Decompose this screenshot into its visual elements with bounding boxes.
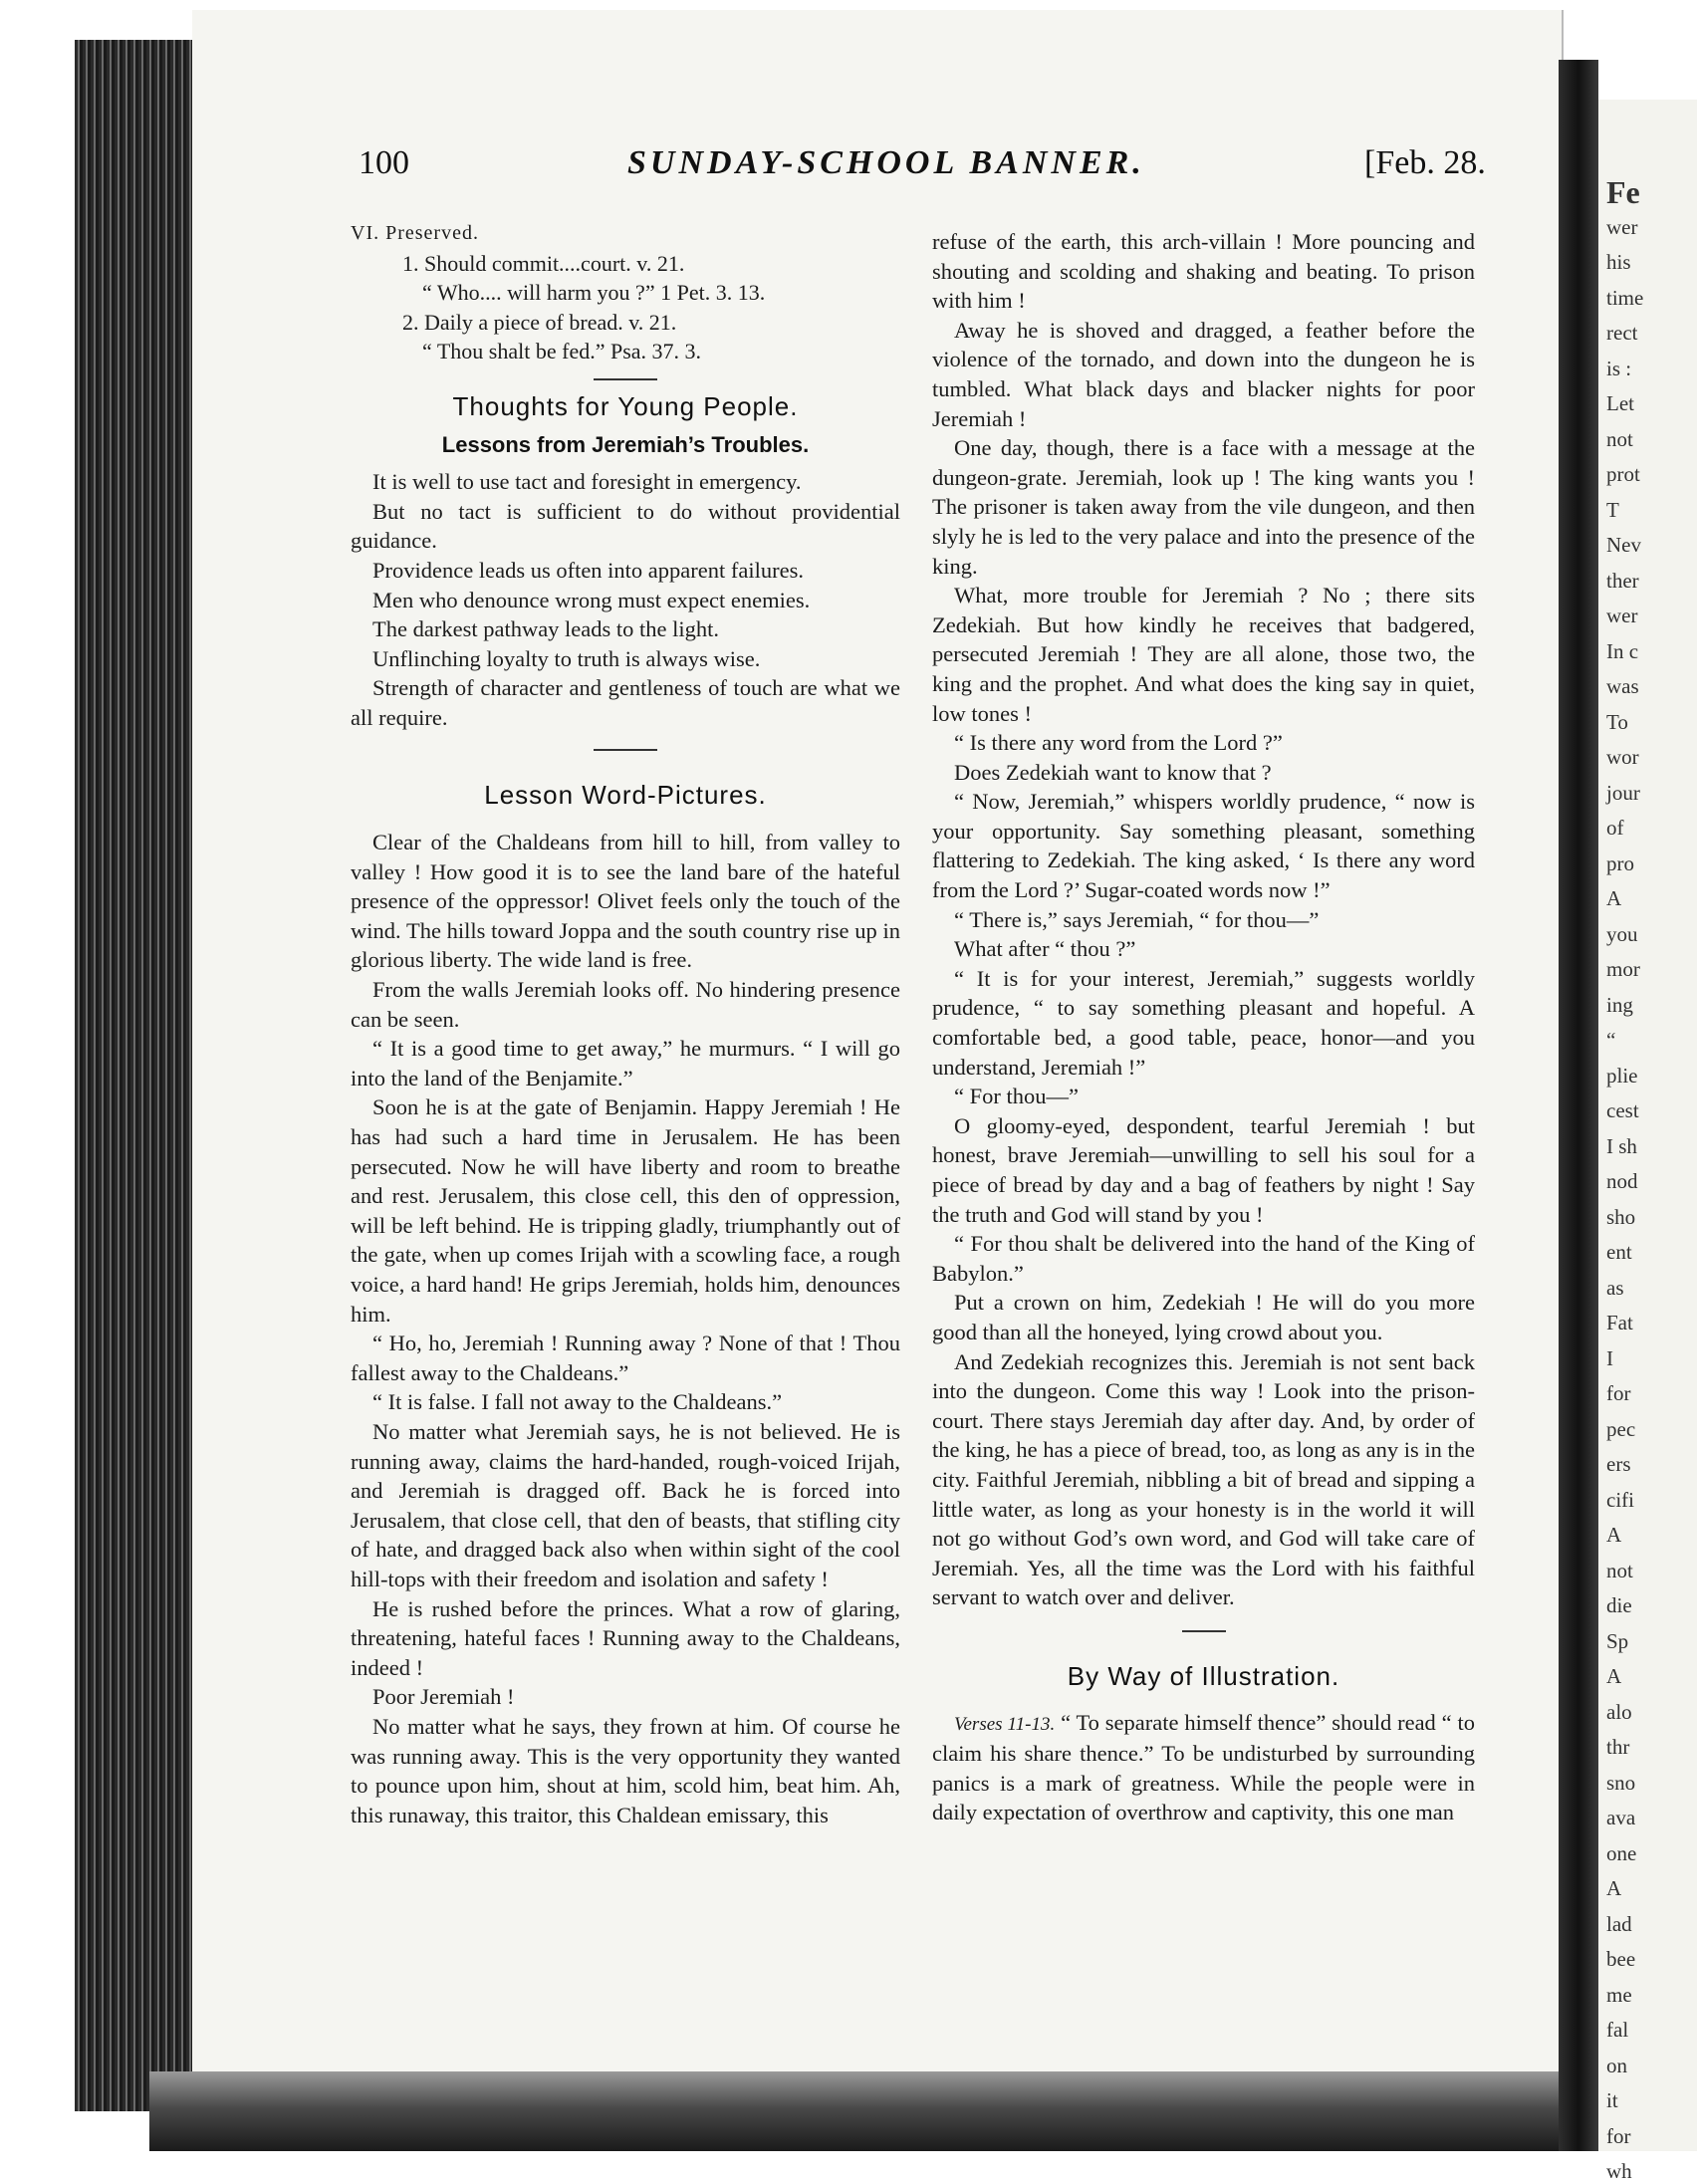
next-page-text-fragment: alo xyxy=(1606,1699,1632,1724)
next-page-text-fragment: pec xyxy=(1606,1416,1636,1441)
next-page-text-fragment: ers xyxy=(1606,1452,1631,1476)
next-page-text-fragment: wh xyxy=(1606,2159,1632,2183)
thought-line: Unflinching loyalty to truth is always wise. xyxy=(372,645,761,671)
next-page-text-fragment: ther xyxy=(1606,568,1639,593)
scan-margin xyxy=(0,0,75,2151)
thought-line: The darkest pathway leads to the light. xyxy=(372,616,720,642)
next-page-text-fragment: Fe xyxy=(1606,174,1640,210)
paragraph: “ There is,” says Jeremiah, “ for thou—” xyxy=(954,906,1320,932)
next-page-text-fragment: Nev xyxy=(1606,533,1641,557)
next-page-text-fragment: as xyxy=(1606,1275,1624,1300)
next-page-text-fragment: die xyxy=(1606,1593,1632,1617)
thought-line: It is well to use tact and foresight in emergency. xyxy=(372,469,802,495)
next-page-text-fragment: for xyxy=(1606,1381,1631,1405)
next-page-text-fragment: for xyxy=(1606,2123,1631,2148)
illustration-text: “ To separate himself thence” should read “ to claim his share thence.” To be undisturbed by surrounding panics is a mark of greatness. While the people were in daily expectation of overthrow and captivity, this one man xyxy=(932,1709,1475,1825)
next-page-text-fragment: nod xyxy=(1606,1169,1638,1193)
next-page-text-fragment: bee xyxy=(1606,1947,1636,1971)
next-page-text-fragment: Fat xyxy=(1606,1311,1633,1335)
next-page-text-fragment: lad xyxy=(1606,1911,1632,1936)
next-page-text-fragment: “ xyxy=(1606,1028,1616,1052)
next-page-text-fragment: Let xyxy=(1606,391,1634,415)
paragraph: From the walls Jeremiah looks off. No hindering presence can be seen. xyxy=(351,977,900,1032)
next-page-text-fragment: is : xyxy=(1606,356,1632,380)
next-page-text-fragment: thr xyxy=(1606,1735,1630,1759)
paragraph: No matter what he says, they frown at him. Of course he was running away. This is the very opportunity they wanted to pounce upon him, shout at him, scold him, beat him. Ah, this runaway, this traitor, this Chaldean emissary, this xyxy=(351,1713,900,1827)
publication-title: SUNDAY-SCHOOL BANNER. xyxy=(627,144,1145,181)
next-page-text-fragment: plie xyxy=(1606,1063,1638,1088)
paragraph: No matter what Jeremiah says, he is not believed. He is running away, claims the hard-handed, rough-voiced Irijah, and Jeremiah is dragged off. Back he is forced into Jerusalem, that close cell, that den of beasts, that stifling city of hate, and dragged back also when within sight of the cool hill-tops with their freedom and isolation and safety ! xyxy=(351,1418,900,1591)
next-page-text-fragment: one xyxy=(1606,1840,1637,1865)
next-page-text-fragment: sno xyxy=(1606,1770,1636,1795)
paragraph: Soon he is at the gate of Benjamin. Happy Jeremiah ! He has had such a hard time in Jerusalem. He has been persecuted. Now he will have liberty and room to breathe and rest. Jerusalem, this close cell, this den of oppression, will be left behind. He is tripping gladly, triumphantly out of the gate, when up comes Irijah with a scowling face, a rough voice, a hard hand! He grips Jeremiah, holds him, denounces him. xyxy=(351,1094,900,1327)
right-column xyxy=(932,227,1475,1827)
thoughts-subtitle: Lessons from Jeremiah’s Troubles. xyxy=(441,431,810,457)
next-page-text-fragment: ing xyxy=(1606,992,1633,1017)
next-page-text-fragment: wer xyxy=(1606,604,1638,627)
paragraph: One day, though, there is a face with a message at the dungeon-grate. Jeremiah, look up ! The king wants you ! The prisoner is taken away from the vile dungeon, and then slyly he is led to the very palace and into the presence of the king. xyxy=(932,435,1475,579)
word-pictures-title: Lesson Word-Pictures. xyxy=(484,779,767,810)
next-page-text-fragment: was xyxy=(1606,674,1639,698)
next-page-text-fragment: wer xyxy=(1606,214,1638,239)
next-page-text-fragment: sho xyxy=(1606,1204,1636,1229)
thought-line: Providence leads us often into apparent failures. xyxy=(372,557,804,583)
next-page-text-fragment: wor xyxy=(1606,745,1639,769)
paragraph: “ It is a good time to get away,” he murmurs. “ I will go into the land of the Benjamite.” xyxy=(351,1036,900,1091)
next-page-text-fragment: A xyxy=(1606,886,1622,910)
page-number: 100 xyxy=(359,144,409,181)
paragraph: Away he is shoved and dragged, a feather before the violence of the tornado, and down into the dungeon he is tumbled. What black days and blacker nights for poor Jeremiah ! xyxy=(932,317,1475,431)
next-page-text-fragment: not xyxy=(1606,1558,1633,1582)
next-page-text-fragment: prot xyxy=(1606,462,1640,486)
next-page-text-fragment: A xyxy=(1606,1664,1622,1688)
next-page-text-fragment: me xyxy=(1606,1982,1632,2007)
next-page-text-fragment: I xyxy=(1606,1345,1613,1370)
next-page-text-fragment: mor xyxy=(1606,957,1640,981)
outline-quote: “ Who.... will harm you ?” 1 Pet. 3. 13. xyxy=(422,280,766,306)
next-page-text-fragment: rect xyxy=(1606,321,1638,345)
next-page-text-fragment: pro xyxy=(1606,850,1634,875)
paragraph: Clear of the Chaldeans from hill to hill, from valley to valley ! How good it is to see the land bare of the hateful presence of the oppressor! Olivet feels only the touch of the wind. The hills toward Joppa and the south country rise up in glorious liberty. The wide land is free. xyxy=(351,830,900,973)
thought-line: Men who denounce wrong must expect enemies. xyxy=(372,587,811,612)
next-page-text-fragment: jour xyxy=(1606,780,1640,805)
next-page-text-fragment: cest xyxy=(1606,1098,1639,1122)
book-spine xyxy=(1559,60,1598,2151)
divider xyxy=(594,378,657,380)
divider xyxy=(1182,1630,1226,1632)
next-page-text-fragment: fal xyxy=(1606,2018,1629,2042)
next-page-text-fragment: of xyxy=(1606,816,1624,840)
next-page-text-fragment: I sh xyxy=(1606,1133,1637,1158)
paragraph: O gloomy-eyed, despondent, tearful Jeremiah ! but honest, brave Jeremiah—unwilling to sell his soul for a piece of bread by day and a bag of feathers by night ! Say the truth and God will stand by you ! xyxy=(932,1112,1475,1227)
next-page-text-fragment: it xyxy=(1606,2088,1618,2112)
verse-label: Verses 11-13. xyxy=(954,1713,1056,1735)
outline-quote: “ Thou shalt be fed.” Psa. 37. 3. xyxy=(422,339,702,364)
outline-item: 1. Should commit....court. v. 21. xyxy=(402,250,685,276)
outline-item: 2. Daily a piece of bread. v. 21. xyxy=(402,309,677,335)
divider xyxy=(594,749,657,751)
next-page-text-fragment: not xyxy=(1606,426,1633,451)
paragraph: What, more trouble for Jeremiah ? No ; there sits Zedekiah. But how kindly he receives that badgered, persecuted Jeremiah ! They are all alone, those two, the king and the prophet. And what does the king say in quiet, low tones ! xyxy=(932,583,1475,726)
thought-line: Strength of character and gentleness of touch are what we all require. xyxy=(351,675,900,730)
illustration-title: By Way of Illustration. xyxy=(1067,1660,1340,1691)
paragraph: “ It is false. I fall not away to the Chaldeans.” xyxy=(372,1389,783,1415)
paragraph: What after “ thou ?” xyxy=(954,936,1136,962)
paragraph: “ For thou shalt be delivered into the hand of the King of Babylon.” xyxy=(932,1231,1475,1286)
paragraph: Poor Jeremiah ! xyxy=(372,1684,515,1710)
next-page-text-fragment: To xyxy=(1606,709,1628,734)
paragraph: “ It is for your interest, Jeremiah,” suggests worldly prudence, “ to say something pleasant and hopeful. A comfortable bed, a good table, peace, honor—and you understand, Jeremiah !” xyxy=(932,965,1475,1080)
left-column xyxy=(351,219,900,1829)
next-page-text-fragment: you xyxy=(1606,921,1638,946)
paragraph: “ Is there any word from the Lord ?” xyxy=(954,730,1283,756)
paragraph xyxy=(932,1708,1475,1827)
paragraph: refuse of the earth, this arch-villain ! More pouncing and shouting and scolding and shaking and beating. To prison with him ! xyxy=(932,229,1475,314)
next-page-text-fragment: his xyxy=(1606,250,1631,274)
paragraph: He is rushed before the princes. What a row of glaring, threatening, hateful faces ! Running away to the Chaldeans, indeed ! xyxy=(351,1595,900,1680)
next-page-text-fragment: A xyxy=(1606,1523,1622,1547)
next-page-text-fragment: A xyxy=(1606,1876,1622,1900)
next-page-text-fragment: ent xyxy=(1606,1240,1632,1264)
thought-line: But no tact is sufficient to do without providential guidance. xyxy=(351,498,900,554)
paragraph: “ Now, Jeremiah,” whispers worldly prudence, “ now is your opportunity. Say something pleasant, something flattering to Zedekiah. The king asked, ‘ Is there any word from the Lord ?’ Sugar-coated words now !” xyxy=(932,789,1475,903)
paragraph: And Zedekiah recognizes this. Jeremiah is not sent back into the dungeon. Come this way ! Look into the prison-court. There stays Jeremiah day after day. And, by order of the king, he has a piece of bread, too, as long as any is in the city. Faithful Jeremiah, nibbling a bit of bread and sipping a little water, as long as your honesty is in the world it will not go without God’s own word, and God will take care of Jeremiah. Yes, all the time was the Lord with his faithful servant to watch over and deliver. xyxy=(932,1348,1475,1610)
book-page-edges xyxy=(75,40,192,2111)
next-page-text-fragment: Sp xyxy=(1606,1628,1629,1653)
next-page-text-fragment: cifi xyxy=(1606,1487,1634,1512)
next-page-text-fragment: T xyxy=(1606,497,1619,522)
paragraph: Put a crown on him, Zedekiah ! He will do you more good than all the honeyed, lying crowd about you. xyxy=(932,1290,1475,1344)
next-page-text-fragment: time xyxy=(1606,285,1644,310)
outline-heading: VI. Preserved. xyxy=(351,222,479,244)
paragraph: “ Ho, ho, Jeremiah ! Running away ? None of that ! Thou fallest away to the Chaldeans.” xyxy=(351,1331,900,1385)
next-page-text-fragment: on xyxy=(1606,2053,1627,2077)
next-page-text-fragment: In c xyxy=(1606,638,1639,663)
book-bottom-edge xyxy=(149,2071,1564,2151)
next-page-fragment xyxy=(1598,100,1697,2183)
issue-date: [Feb. 28. xyxy=(1364,144,1486,181)
paragraph: “ For thou—” xyxy=(954,1084,1079,1109)
paragraph: Does Zedekiah want to know that ? xyxy=(954,759,1272,785)
thoughts-title: Thoughts for Young People. xyxy=(452,390,799,421)
next-page-text-fragment: ava xyxy=(1606,1806,1636,1829)
